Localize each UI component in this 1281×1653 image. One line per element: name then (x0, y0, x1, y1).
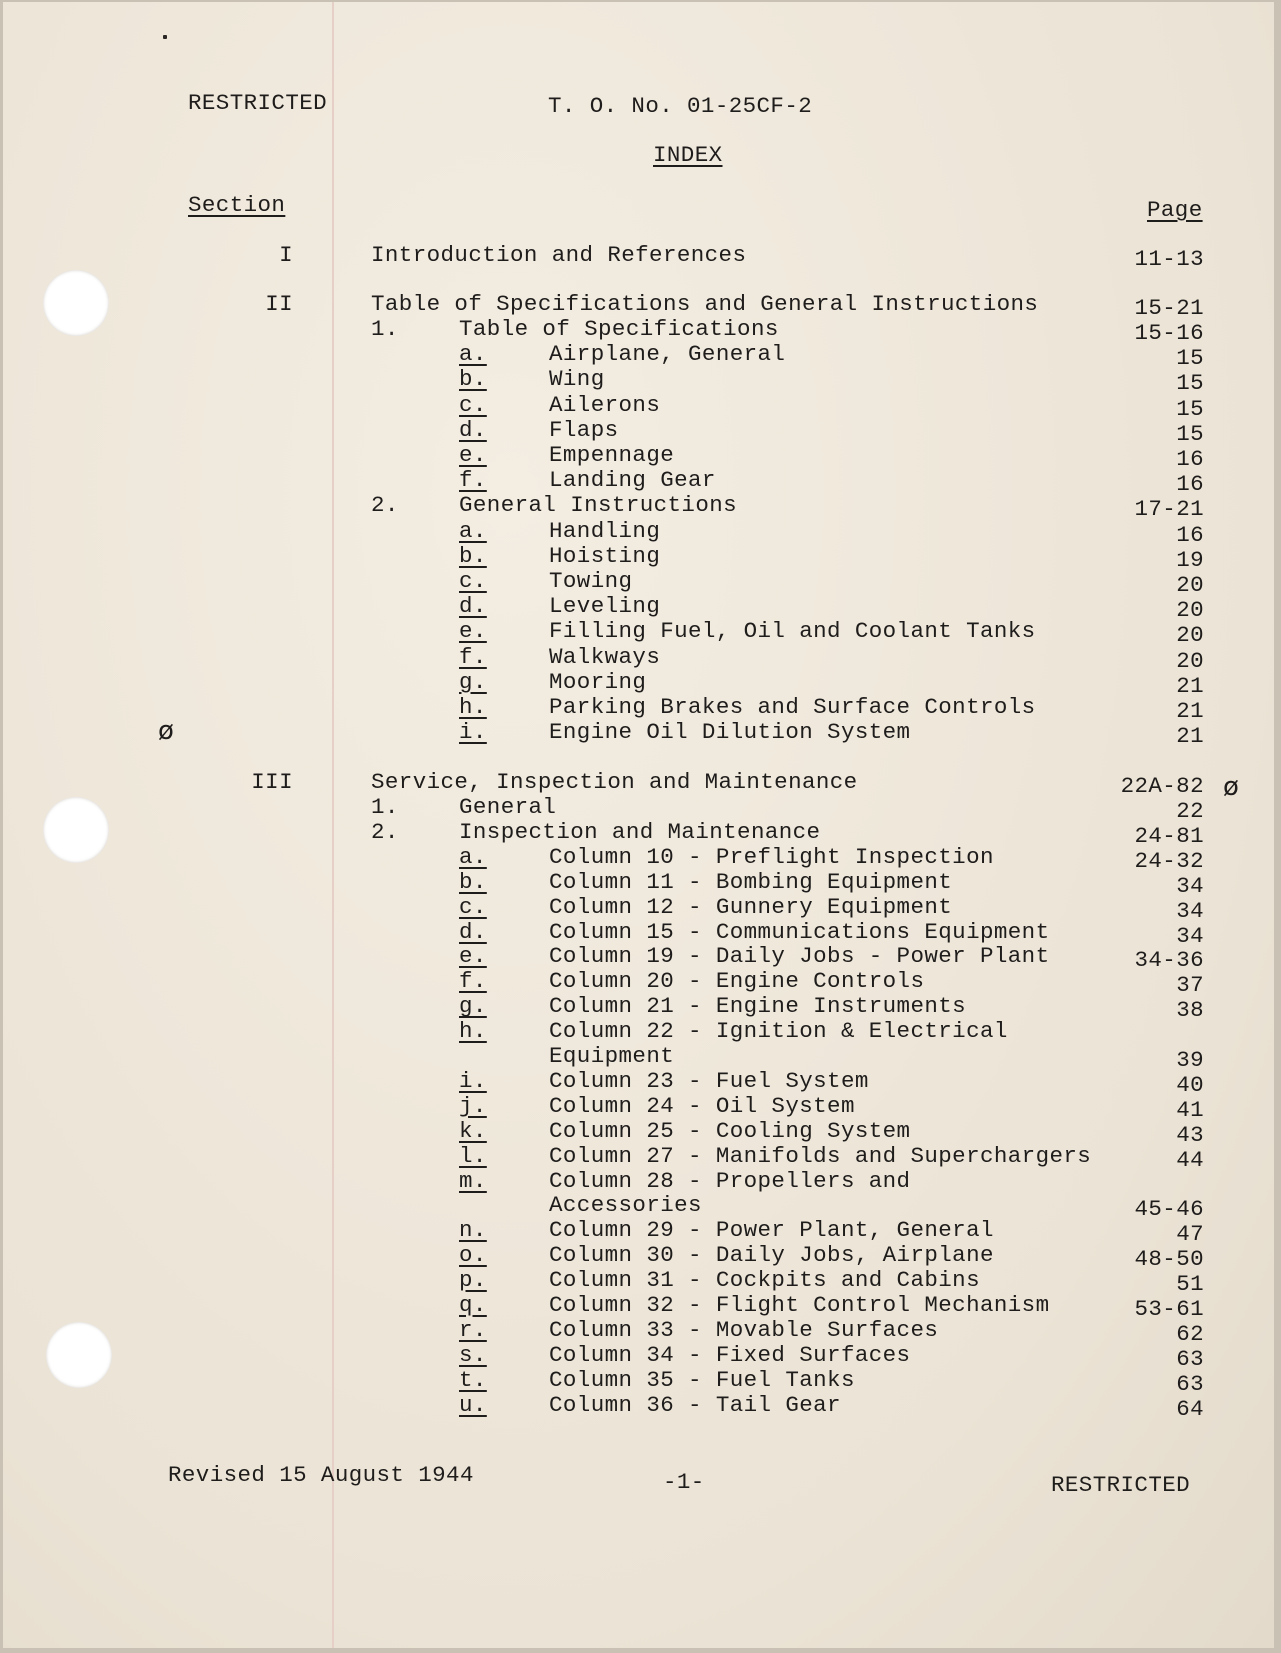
entry-letter: d. (459, 593, 487, 620)
classification-label: RESTRICTED (188, 90, 328, 116)
entry-label: Column 24 - Oil System (549, 1092, 855, 1119)
entry-letter: t. (459, 1366, 487, 1393)
entry-page: 62 (1176, 1320, 1204, 1347)
entry-page: 34 (1176, 872, 1204, 899)
entry-letter: h. (459, 1018, 487, 1045)
entry-label: Handling (549, 517, 661, 544)
entry-page: 43 (1176, 1121, 1204, 1148)
entry-page: 24-81 (1134, 822, 1204, 849)
entry-label: Filling Fuel, Oil and Coolant Tanks (549, 618, 1036, 645)
entry-page: 15 (1176, 420, 1204, 447)
entry-label: Column 20 - Engine Controls (549, 968, 925, 995)
entry-page: 63 (1176, 1345, 1204, 1372)
section-column-header: Section (188, 192, 286, 218)
entry-page: 19 (1176, 546, 1204, 573)
entry-label: General Instructions (459, 492, 738, 519)
section-page: 15-21 (1134, 295, 1204, 321)
entry-letter: s. (459, 1341, 487, 1368)
entry-label: Column 23 - Fuel System (549, 1067, 869, 1094)
entry-letter: d. (459, 416, 487, 443)
entry-label: Ailerons (549, 391, 661, 418)
entry-page: 21 (1176, 698, 1204, 724)
entry-letter: f. (459, 968, 487, 995)
entry-letter: o. (459, 1242, 487, 1269)
entry-label: Column 34 - Fixed Surfaces (549, 1341, 911, 1368)
margin-line (332, 2, 334, 1648)
entry-page: 34 (1176, 922, 1204, 949)
ink-speck (163, 35, 167, 39)
page-title: INDEX (653, 142, 723, 168)
entry-page: 64 (1176, 1395, 1204, 1422)
section-page: 22A-82 (1120, 773, 1204, 799)
entry-page: 16 (1176, 446, 1204, 472)
entry-letter: a. (459, 341, 487, 368)
entry-letter: f. (459, 467, 487, 494)
entry-page: 22 (1176, 798, 1204, 824)
entry-label: Landing Gear (549, 467, 716, 494)
entry-page: 44 (1176, 1146, 1204, 1173)
entry-letter: l. (459, 1142, 487, 1169)
entry-label: Accessories (549, 1192, 702, 1219)
entry-label: Towing (549, 568, 633, 594)
entry-page: 21 (1176, 723, 1204, 750)
entry-letter: i. (459, 1067, 487, 1094)
entry-label: Column 27 - Manifolds and Superchargers (549, 1142, 1092, 1169)
entry-label: Parking Brakes and Surface Controls (549, 694, 1036, 720)
entry-page: 24-32 (1134, 847, 1204, 874)
entry-page: 63 (1176, 1370, 1204, 1397)
entry-page: 41 (1176, 1096, 1204, 1123)
entry-number: 1. (371, 794, 399, 820)
entry-label: Column 31 - Cockpits and Cabins (549, 1267, 980, 1294)
punch-hole (43, 797, 109, 863)
entry-label: Column 32 - Flight Control Mechanism (549, 1292, 1050, 1318)
section-numeral: III (251, 769, 293, 795)
entry-label: Empennage (549, 442, 675, 468)
entry-page: 15-16 (1134, 320, 1204, 346)
punch-hole (43, 270, 109, 336)
entry-page: 16 (1176, 521, 1204, 548)
entry-page: 37 (1176, 972, 1204, 999)
entry-page: 15 (1176, 345, 1204, 372)
document-page (3, 2, 1274, 1648)
revision-mark: ø (1223, 772, 1239, 802)
entry-letter: e. (459, 618, 487, 645)
entry-page: 20 (1176, 572, 1204, 598)
entry-label: Wing (549, 366, 605, 393)
entry-page: 51 (1176, 1271, 1204, 1298)
page-column-header: Page (1147, 197, 1203, 223)
revision-date: Revised 15 August 1944 (168, 1462, 474, 1488)
entry-page: 20 (1176, 622, 1204, 649)
section-title: Service, Inspection and Maintenance (371, 769, 858, 795)
entry-page: 15 (1176, 395, 1204, 422)
entry-letter: b. (459, 868, 487, 895)
entry-label: Column 25 - Cooling System (549, 1117, 911, 1144)
entry-page: 40 (1176, 1071, 1204, 1098)
entry-letter: p. (459, 1267, 487, 1294)
entry-label: Column 28 - Propellers and (549, 1167, 911, 1194)
entry-page: 45-46 (1134, 1196, 1204, 1223)
entry-letter: c. (459, 391, 487, 418)
entry-letter: q. (459, 1292, 487, 1318)
entry-letter: c. (459, 893, 487, 920)
entry-label: Column 12 - Gunnery Equipment (549, 893, 953, 920)
entry-label: Column 21 - Engine Instruments (549, 993, 967, 1020)
page-number: -1- (663, 1469, 705, 1495)
entry-letter: e. (459, 943, 487, 970)
entry-page: 53-61 (1134, 1296, 1204, 1322)
entry-letter: a. (459, 517, 487, 544)
entry-page: 34-36 (1134, 947, 1204, 974)
entry-label: Column 10 - Preflight Inspection (549, 843, 994, 870)
entry-label: General (459, 794, 557, 820)
entry-label: Column 22 - Ignition & Electrical (549, 1018, 1008, 1045)
entry-letter: g. (459, 668, 487, 695)
entry-letter: b. (459, 366, 487, 393)
section-page: 11-13 (1134, 246, 1204, 272)
entry-letter: r. (459, 1316, 487, 1343)
entry-page: 20 (1176, 647, 1204, 674)
entry-letter: i. (459, 719, 487, 746)
entry-label: Column 36 - Tail Gear (549, 1391, 841, 1418)
entry-label: Table of Specifications (459, 316, 779, 342)
entry-letter: m. (459, 1167, 487, 1194)
section-numeral: I (279, 242, 293, 268)
entry-letter: e. (459, 442, 487, 468)
entry-letter: k. (459, 1117, 487, 1144)
entry-label: Column 33 - Movable Surfaces (549, 1316, 939, 1343)
entry-letter: a. (459, 843, 487, 870)
document-number: T. O. No. 01-25CF-2 (548, 93, 813, 119)
entry-page: 47 (1176, 1221, 1204, 1248)
entry-page: 17-21 (1134, 496, 1204, 523)
revision-mark: ø (158, 716, 174, 746)
entry-number: 2. (371, 492, 399, 519)
entry-label: Column 30 - Daily Jobs, Airplane (549, 1242, 994, 1269)
entry-page: 20 (1176, 597, 1204, 624)
entry-label: Column 19 - Daily Jobs - Power Plant (549, 943, 1050, 970)
entry-label: Airplane, General (549, 341, 786, 368)
entry-page: 21 (1176, 672, 1204, 699)
entry-label: Column 15 - Communications Equipment (549, 918, 1050, 945)
entry-number: 1. (371, 316, 399, 342)
entry-page: 48-50 (1134, 1246, 1204, 1273)
entry-letter: c. (459, 568, 487, 594)
entry-page: 34 (1176, 897, 1204, 924)
section-title: Introduction and References (371, 242, 747, 268)
entry-label: Engine Oil Dilution System (549, 719, 911, 746)
entry-label: Column 29 - Power Plant, General (549, 1217, 994, 1244)
entry-label: Column 11 - Bombing Equipment (549, 868, 953, 895)
entry-page: 38 (1176, 997, 1204, 1024)
entry-letter: d. (459, 918, 487, 945)
entry-page: 15 (1176, 370, 1204, 397)
entry-page: 39 (1176, 1047, 1204, 1073)
entry-letter: f. (459, 643, 487, 670)
entry-letter: n. (459, 1217, 487, 1244)
entry-label: Hoisting (549, 542, 661, 569)
entry-letter: b. (459, 542, 487, 569)
section-numeral: II (265, 291, 293, 317)
classification-footer: RESTRICTED (1051, 1472, 1191, 1498)
entry-label: Inspection and Maintenance (459, 818, 821, 845)
entry-letter: g. (459, 993, 487, 1020)
entry-label: Walkways (549, 643, 661, 670)
entry-letter: j. (459, 1092, 487, 1119)
entry-label: Flaps (549, 416, 619, 443)
entry-page: 16 (1176, 471, 1204, 498)
entry-label: Column 35 - Fuel Tanks (549, 1366, 855, 1393)
punch-hole (46, 1322, 112, 1388)
entry-label: Mooring (549, 668, 647, 695)
entry-letter: u. (459, 1391, 487, 1418)
section-title: Table of Specifications and General Instructions (371, 291, 1039, 317)
entry-label: Equipment (549, 1043, 675, 1069)
entry-letter: h. (459, 694, 487, 720)
entry-number: 2. (371, 818, 399, 845)
entry-label: Leveling (549, 593, 661, 620)
